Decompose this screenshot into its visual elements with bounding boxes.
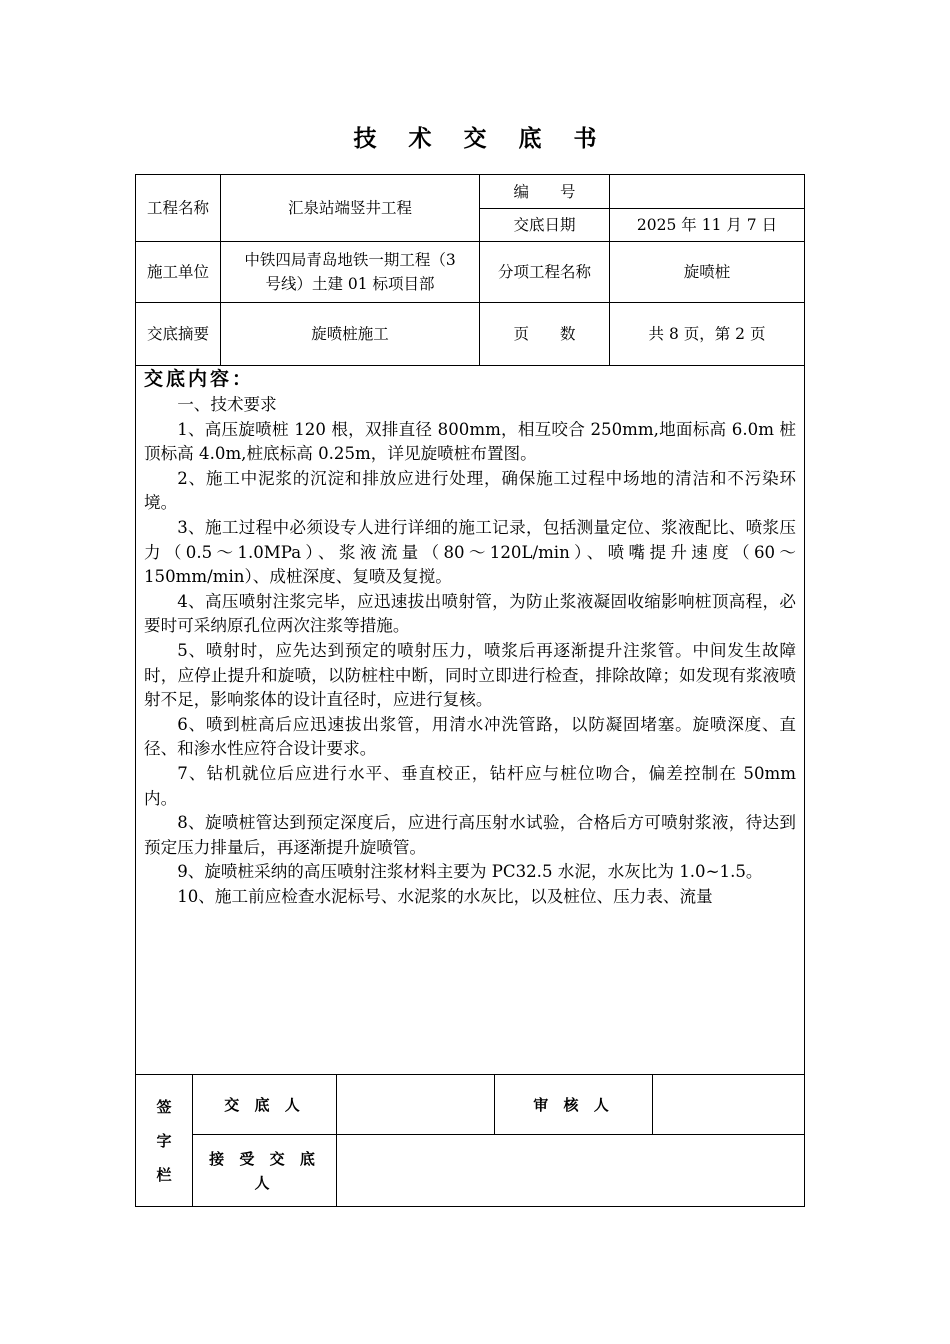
presenter-label: 交 底 人 [224, 1095, 305, 1114]
paragraph-8: 8、旋喷桩管达到预定深度后，应进行高压射水试验，合格后方可喷射浆液，待达到预定压力排量后，再逐渐提升旋喷管。 [144, 813, 796, 857]
content-body [144, 366, 796, 909]
project-name-label: 工程名称 [146, 199, 209, 217]
content-heading: 交底内容： [144, 368, 255, 390]
paragraph-6: 6、喷到桩高后应迅速拔出浆管，用清水冲洗管路，以防凝固堵塞。旋喷深度、直径、和渗水性应符合设计要求。 [144, 714, 796, 759]
number-label: 编 号 [513, 182, 576, 201]
unit-value: 中铁四局青岛地铁一期工程（3 号线）土建 01 标项目部 [244, 251, 456, 293]
paragraph-10: 10、施工前应检查水泥标号、水泥浆的水灰比，以及桩位、压力表、流量 [177, 886, 713, 906]
receiver-label: 接 受 交 底 人 [209, 1149, 320, 1192]
receiver-signature[interactable] [337, 1135, 804, 1206]
pages-value: 共 8 页，第 2 页 [648, 325, 766, 343]
signature-column-label [136, 1075, 192, 1207]
pages-label: 页 数 [513, 325, 576, 343]
sub-project-value: 旋喷桩 [683, 263, 731, 281]
paragraph-3: 3、施工过程中必须设专人进行详细的施工记录，包括测量定位、浆液配比、喷浆压力（0.5～1.0MPa）、浆液流量（80～120L/min）、喷嘴提升速度（60～150mm/min）、成桩深度、复喷及复搅。 [144, 517, 796, 587]
table-border-right [804, 174, 805, 1207]
paragraph-2: 2、施工中泥浆的沉淀和排放应进行处理，确保施工过程中场地的清洁和不污染环境。 [144, 468, 796, 513]
paragraph-4: 4、高压喷射注浆完毕，应迅速拔出喷射管，为防止浆液凝固收缩影响桩顶高程，必要时可采纳原孔位两次注浆等措施。 [144, 591, 796, 636]
paragraph-9: 9、旋喷桩采纳的高压喷射注浆材料主要为 PC32.5 水泥，水灰比为 1.0~1.5。 [177, 862, 763, 882]
sub-project-label: 分项工程名称 [497, 263, 591, 281]
signature-char-3: 栏 [156, 1166, 172, 1184]
signature-char-2: 字 [156, 1132, 172, 1150]
project-name-value: 汇泉站端竖井工程 [287, 199, 412, 217]
paragraph-5: 5、喷射时，应先达到预定的喷射压力，喷浆后再逐渐提升注浆管。中间发生故障时，应停止提升和旋喷，以防桩柱中断，同时立即进行检查，排除故障；如发现有浆液喷射不足，影响浆体的设计直径时，应进行复核。 [144, 640, 796, 710]
reviewer-signature[interactable] [653, 1075, 804, 1134]
unit-label: 施工单位 [146, 263, 209, 281]
document-title: 技 术 交 底 书 [353, 126, 609, 152]
paragraph-7: 7、钻机就位后应进行水平、垂直校正，钻杆应与桩位吻合，偏差控制在 50mm 内。 [144, 763, 796, 808]
section-title: 一、技术要求 [177, 395, 277, 414]
paragraph-1: 1、高压旋喷桩 120 根，双排直径 800mm，相互咬合 250mm,地面标高 6.0m 桩顶标高 4.0m,桩底标高 0.25m，详见旋喷桩布置图。 [144, 419, 796, 464]
number-value [610, 175, 804, 208]
table-border-bottom [135, 1206, 805, 1207]
summary-label: 交底摘要 [146, 325, 209, 343]
reviewer-label: 审 核 人 [533, 1095, 614, 1114]
date-label: 交底日期 [513, 216, 576, 234]
presenter-signature[interactable] [337, 1075, 494, 1134]
summary-value: 旋喷桩施工 [311, 325, 389, 343]
date-value: 2025 年 11 月 7 日 [636, 216, 778, 234]
signature-char-1: 签 [156, 1098, 172, 1116]
